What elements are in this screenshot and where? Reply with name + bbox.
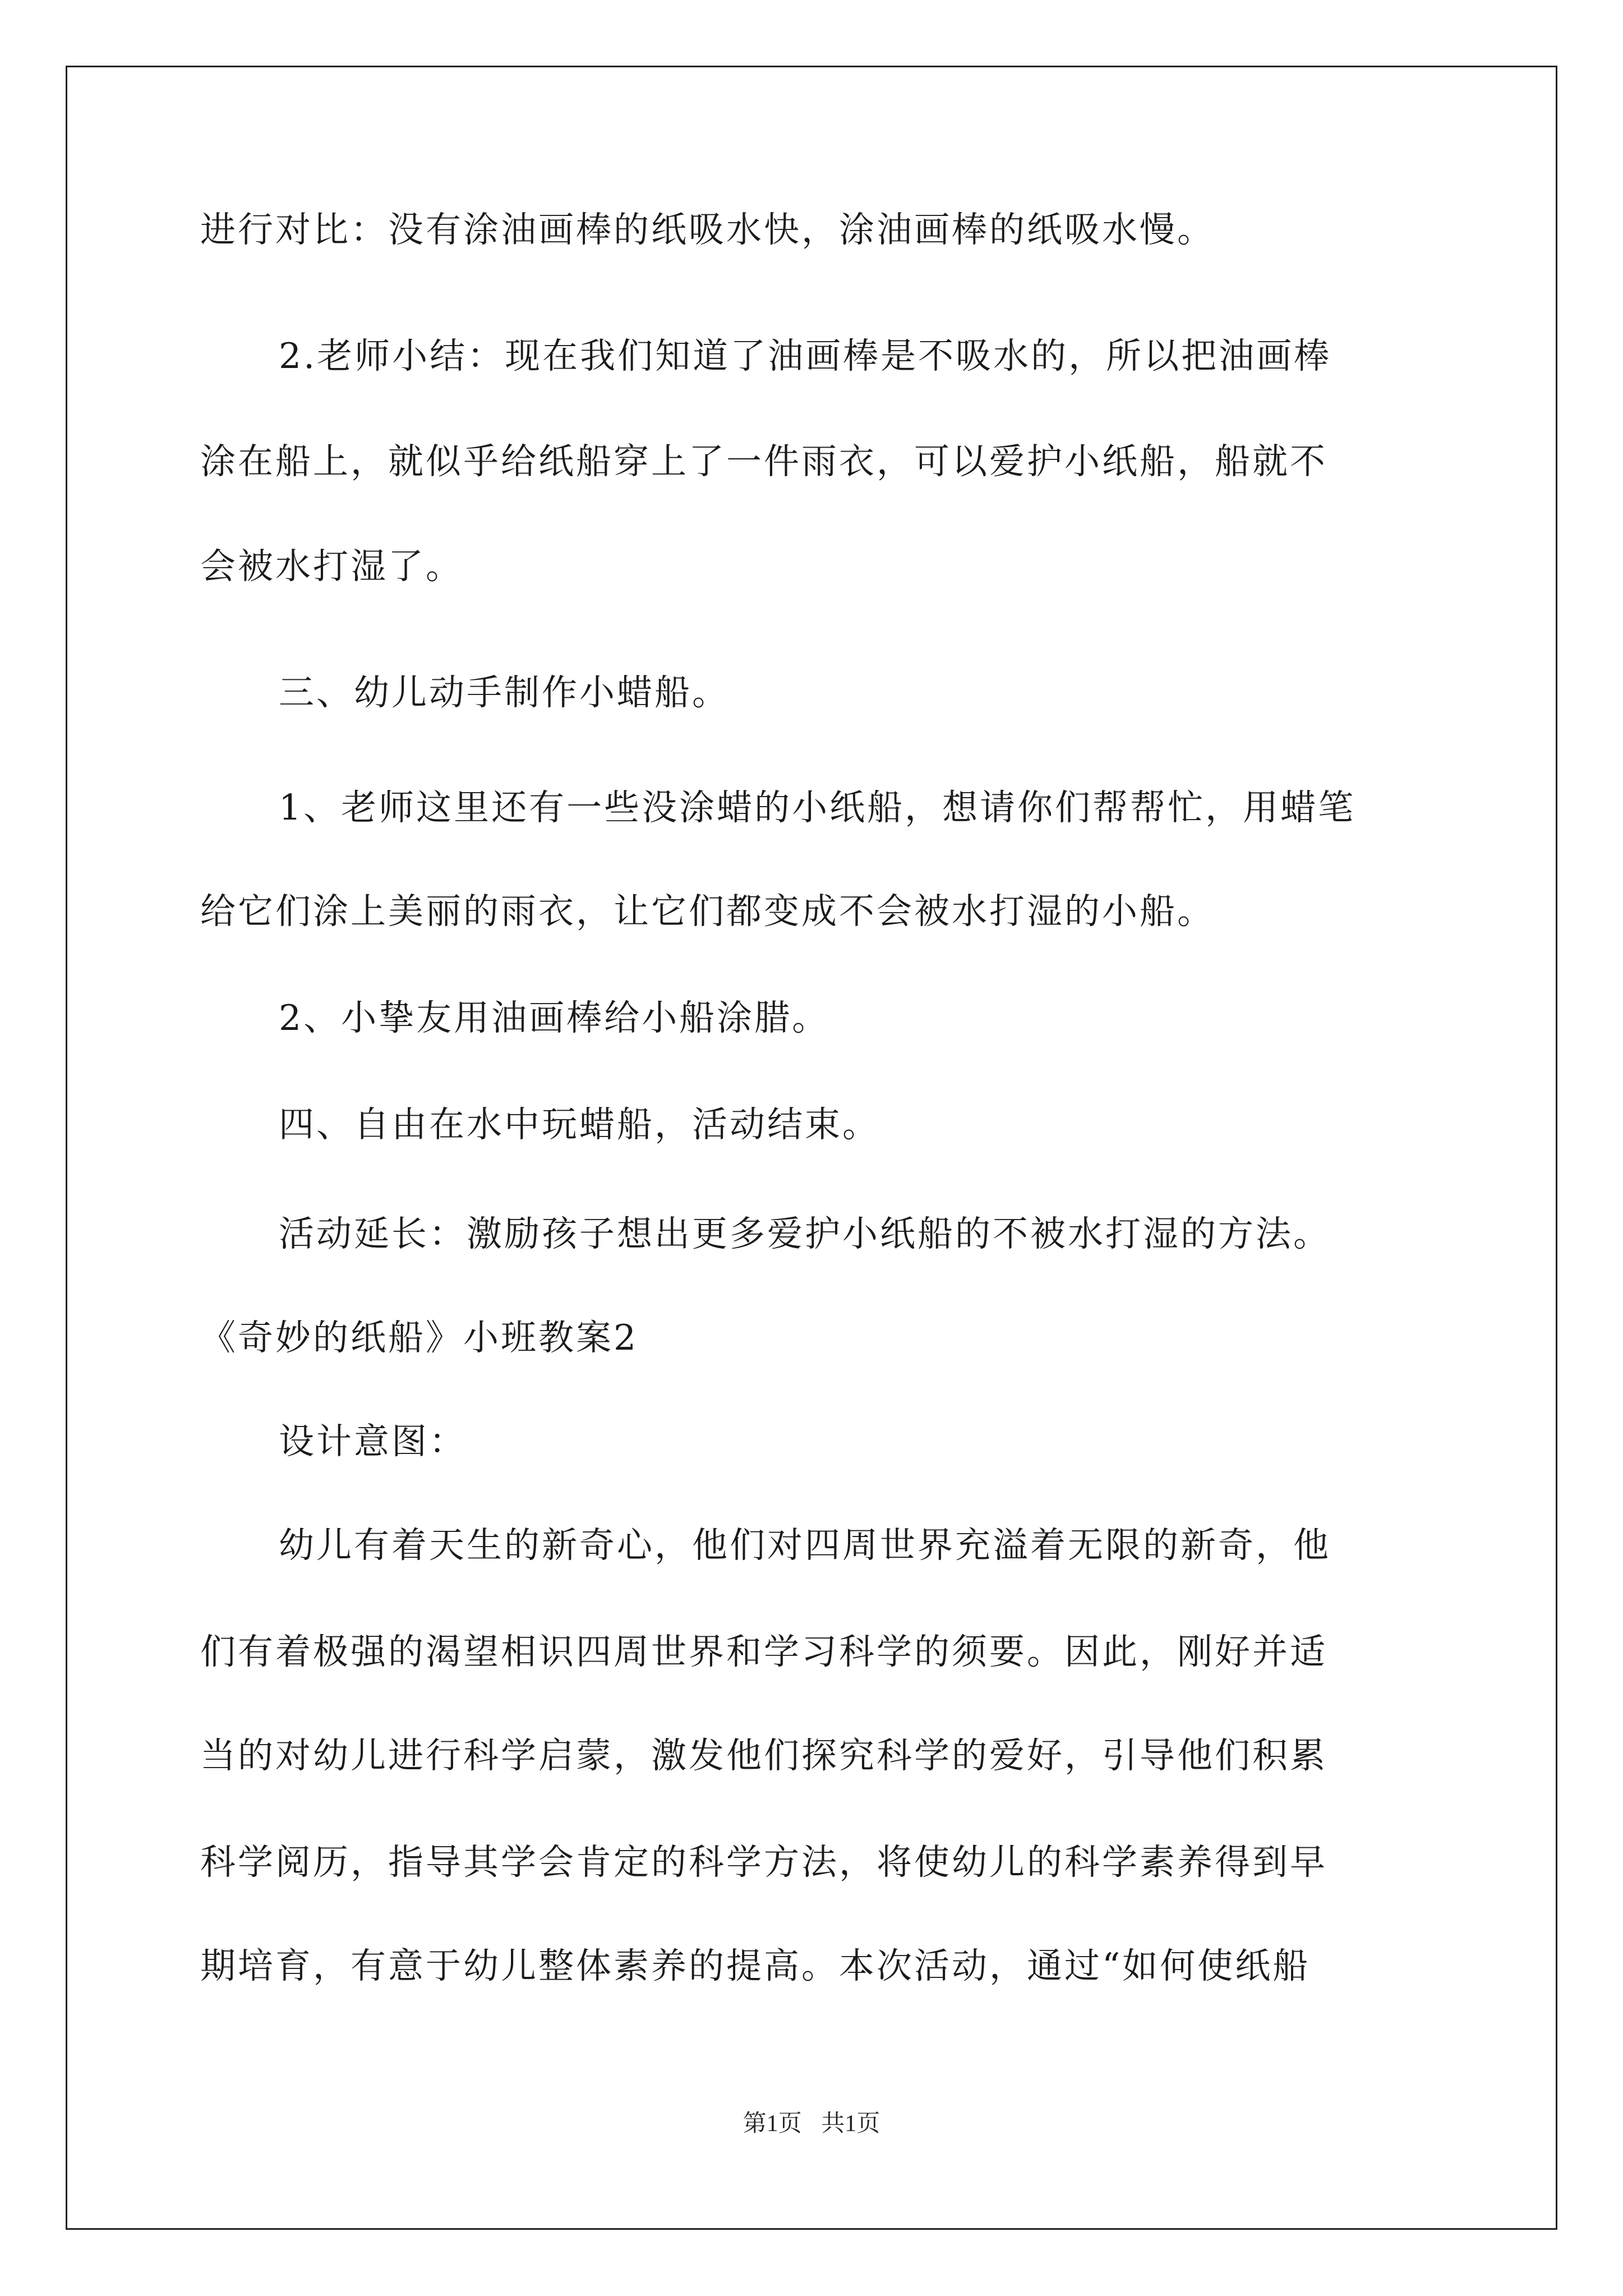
text-line: 幼儿有着天生的新奇心，他们对四周世界充溢着无限的新奇，他 — [279, 1525, 1331, 1566]
text-line: 活动延长：激励孩子想出更多爱护小纸船的不被水打湿的方法。 — [279, 1213, 1331, 1254]
text-line: 1、老师这里还有一些没涂蜡的小纸船，想请你们帮帮忙，用蜡笔 — [279, 787, 1356, 828]
section-heading: 三、幼儿动手制作小蜡船。 — [279, 672, 730, 713]
text-line: 们有着极强的渴望相识四周世界和学习科学的须要。因此，刚好并适 — [200, 1631, 1327, 1672]
page-border — [66, 66, 1557, 2230]
text-line: 给它们涂上美丽的雨衣，让它们都变成不会被水打湿的小船。 — [200, 891, 1215, 932]
section-heading: 四、自由在水中玩蜡船，活动结束。 — [279, 1104, 880, 1145]
text-line: 期培育，有意于幼儿整体素养的提高。本次活动，通过“如何使纸船 — [200, 1945, 1311, 1986]
text-line: 进行对比：没有涂油画棒的纸吸水快，涂油画棒的纸吸水慢。 — [200, 209, 1215, 250]
page-total: 共1页 — [821, 2111, 880, 2137]
page-footer — [0, 2105, 1623, 2138]
text-line: 当的对幼儿进行科学启蒙，激发他们探究科学的爱好，引导他们积累 — [200, 1735, 1327, 1776]
text-line: 会被水打湿了。 — [200, 546, 463, 587]
text-line: 2.老师小结：现在我们知道了油画棒是不吸水的，所以把油画棒 — [279, 335, 1332, 376]
text-line: 涂在船上，就似乎给纸船穿上了一件雨衣，可以爱护小纸船，船就不 — [200, 441, 1327, 482]
section-heading: 设计意图： — [279, 1421, 467, 1462]
document-title: 《奇妙的纸船》小班教案2 — [200, 1317, 639, 1358]
page-number: 第1页 — [743, 2111, 802, 2137]
text-line: 科学阅历，指导其学会肯定的科学方法，将使幼儿的科学素养得到早 — [200, 1842, 1327, 1883]
text-line: 2、小挚友用油画棒给小船涂腊。 — [279, 997, 830, 1038]
